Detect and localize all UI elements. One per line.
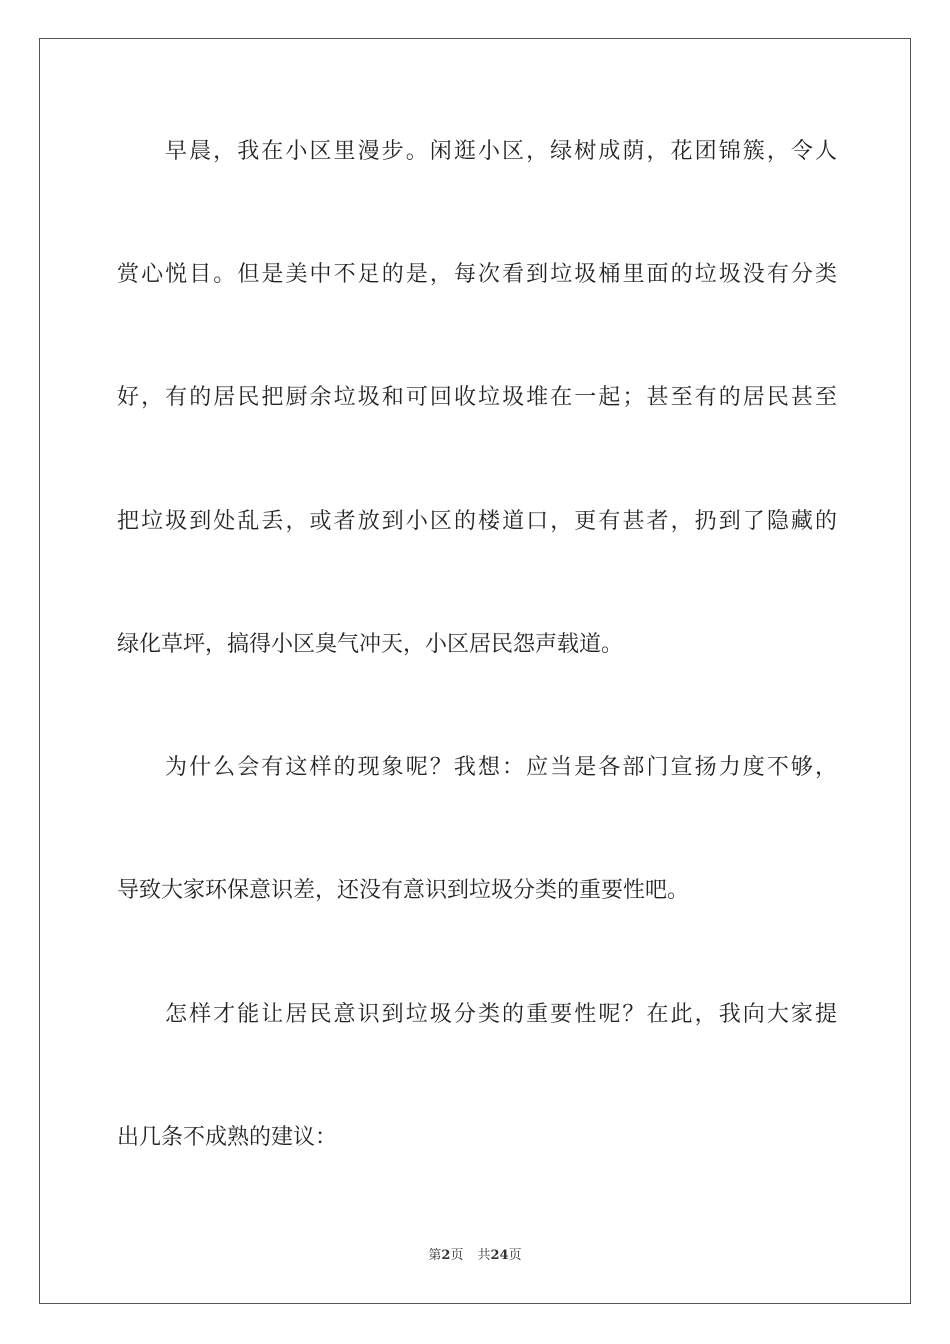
page-footer: [0, 1247, 950, 1265]
page-suffix: 页: [450, 1248, 464, 1263]
total-prefix: 共: [477, 1248, 491, 1263]
paragraph-3-line-2: 出几条不成熟的建议：: [117, 1125, 338, 1150]
total-suffix: 页: [508, 1248, 522, 1263]
paragraph-1-line-2: 赏心悦目。但是美中不足的是，每次看到垃圾桶里面的垃圾没有分类: [117, 262, 837, 287]
paragraph-2-line-2: 导致大家环保意识差，还没有意识到垃圾分类的重要性吧。: [117, 878, 690, 903]
paragraph-2-line-1: 为什么会有这样的现象呢？我想：应当是各部门宣扬力度不够，: [165, 755, 837, 780]
paragraph-3-line-1: 怎样才能让居民意识到垃圾分类的重要性呢？在此，我向大家提: [165, 1002, 837, 1027]
paragraph-1-line-4: 把垃圾到处乱丢，或者放到小区的楼道口，更有甚者，扔到了隐藏的: [117, 509, 837, 534]
paragraph-1-line-1: 早晨，我在小区里漫步。闲逛小区，绿树成荫，花团锦簇，令人: [165, 139, 837, 164]
page-prefix: 第: [428, 1248, 442, 1263]
total-pages: 24: [490, 1248, 509, 1263]
paragraph-1-line-5: 绿化草坪，搞得小区臭气冲天，小区居民怨声载道。: [117, 632, 624, 657]
page-border: [39, 38, 911, 1304]
page-number: 2: [441, 1248, 451, 1263]
paragraph-1-line-3: 好，有的居民把厨余垃圾和可回收垃圾堆在一起；甚至有的居民甚至: [117, 385, 837, 410]
